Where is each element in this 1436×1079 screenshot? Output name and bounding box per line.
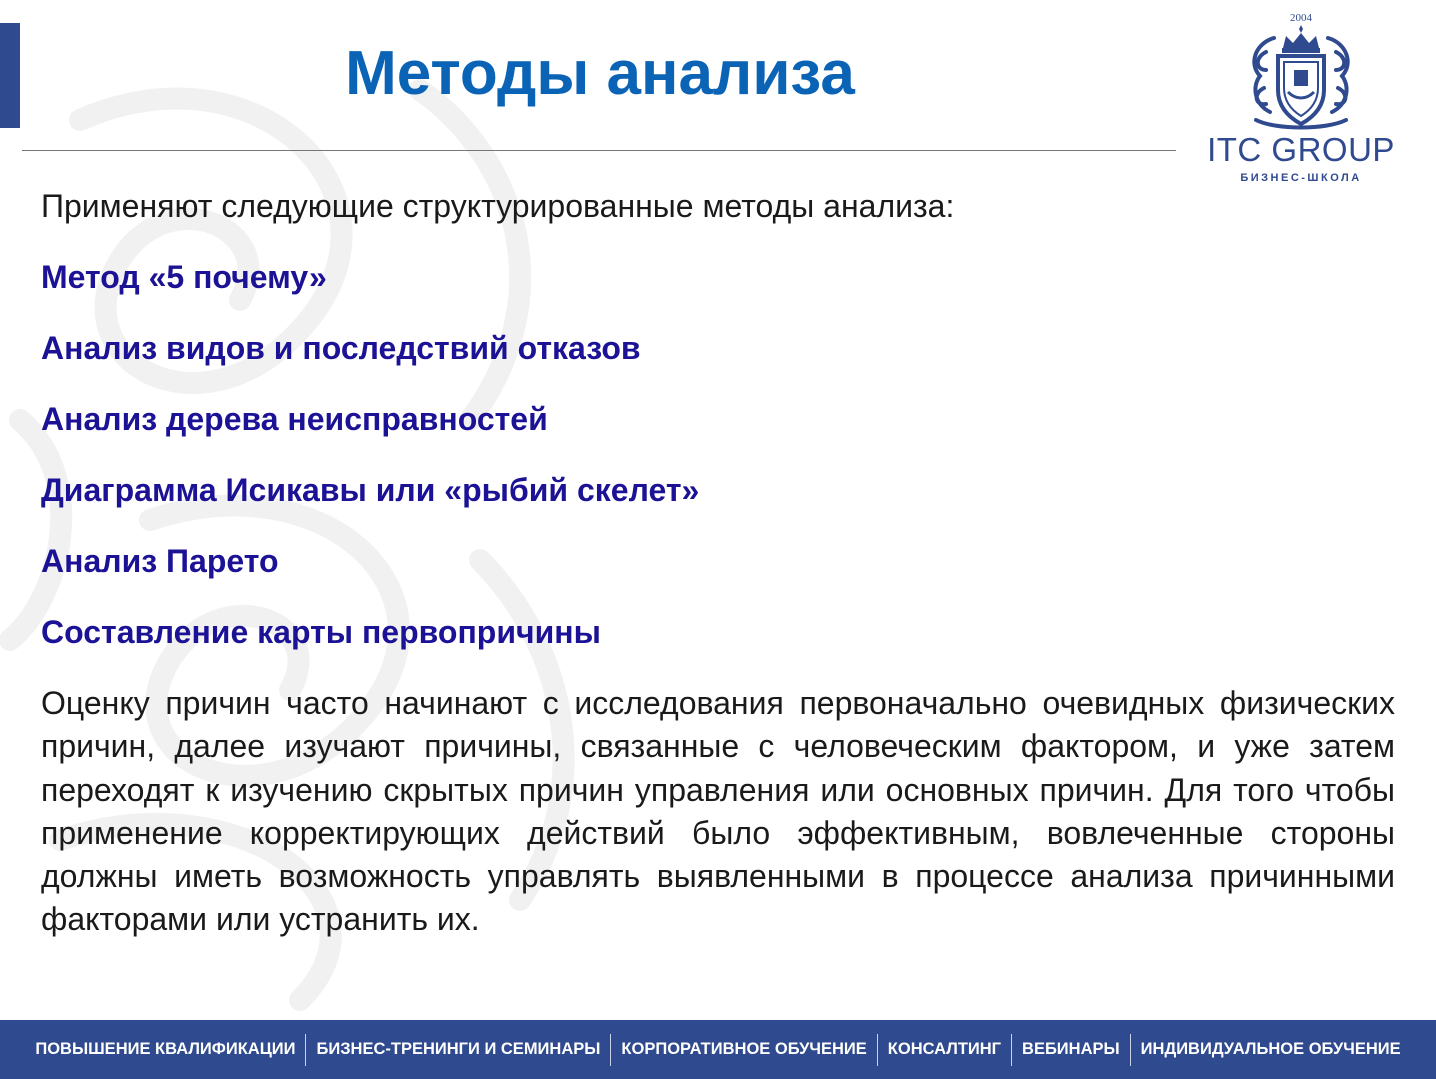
itc-group-logo: [1196, 8, 1406, 190]
body-paragraph: Оценку причин часто начинают с исследования первоначально очевидных физических причин, далее изучают причины, связанные с человеческим фактором, и уже затем переходят к изучению скрытых причин управления или основных причин. Для того чтобы применение корректирующих действий было эффективным, вовлеченные стороны должны иметь возможность управлять выявленными в процессе анализа причинными факторами или устранить их.: [41, 685, 1395, 938]
intro-text: Применяют следующие структурированные методы анализа:: [41, 188, 955, 224]
method-item: Метод «5 почему»: [41, 259, 327, 295]
method-item: Анализ дерева неисправностей: [41, 401, 548, 437]
footer-bar: [0, 1020, 1436, 1079]
logo-year: 2004: [1290, 12, 1312, 24]
methods-list: [41, 257, 699, 683]
logo-subtitle: БИЗНЕС-ШКОЛА: [1240, 172, 1362, 184]
slide-title: Методы анализа: [345, 39, 855, 108]
crest-icon: [1226, 8, 1376, 133]
footer-link-corporate[interactable]: КОРПОРАТИВНОЕ ОБУЧЕНИЕ: [621, 1040, 867, 1058]
footer-link-qualification[interactable]: ПОВЫШЕНИЕ КВАЛИФИКАЦИИ: [35, 1040, 296, 1058]
method-item: Составление карты первопричины: [41, 614, 601, 650]
footer-link-consulting[interactable]: КОНСАЛТИНГ: [887, 1040, 1002, 1058]
method-item: Диаграмма Исикавы или «рыбий скелет»: [41, 472, 700, 508]
logo-name: ITC GROUP: [1207, 131, 1395, 168]
method-item: Анализ видов и последствий отказов: [41, 330, 641, 366]
footer-link-trainings[interactable]: БИЗНЕС-ТРЕНИНГИ И СЕМИНАРЫ: [316, 1040, 601, 1058]
method-item: Анализ Парето: [41, 543, 279, 579]
title-divider: [22, 150, 1176, 151]
footer-link-individual[interactable]: ИНДИВИДУАЛЬНОЕ ОБУЧЕНИЕ: [1140, 1040, 1401, 1058]
footer-link-webinars[interactable]: ВЕБИНАРЫ: [1022, 1040, 1120, 1058]
